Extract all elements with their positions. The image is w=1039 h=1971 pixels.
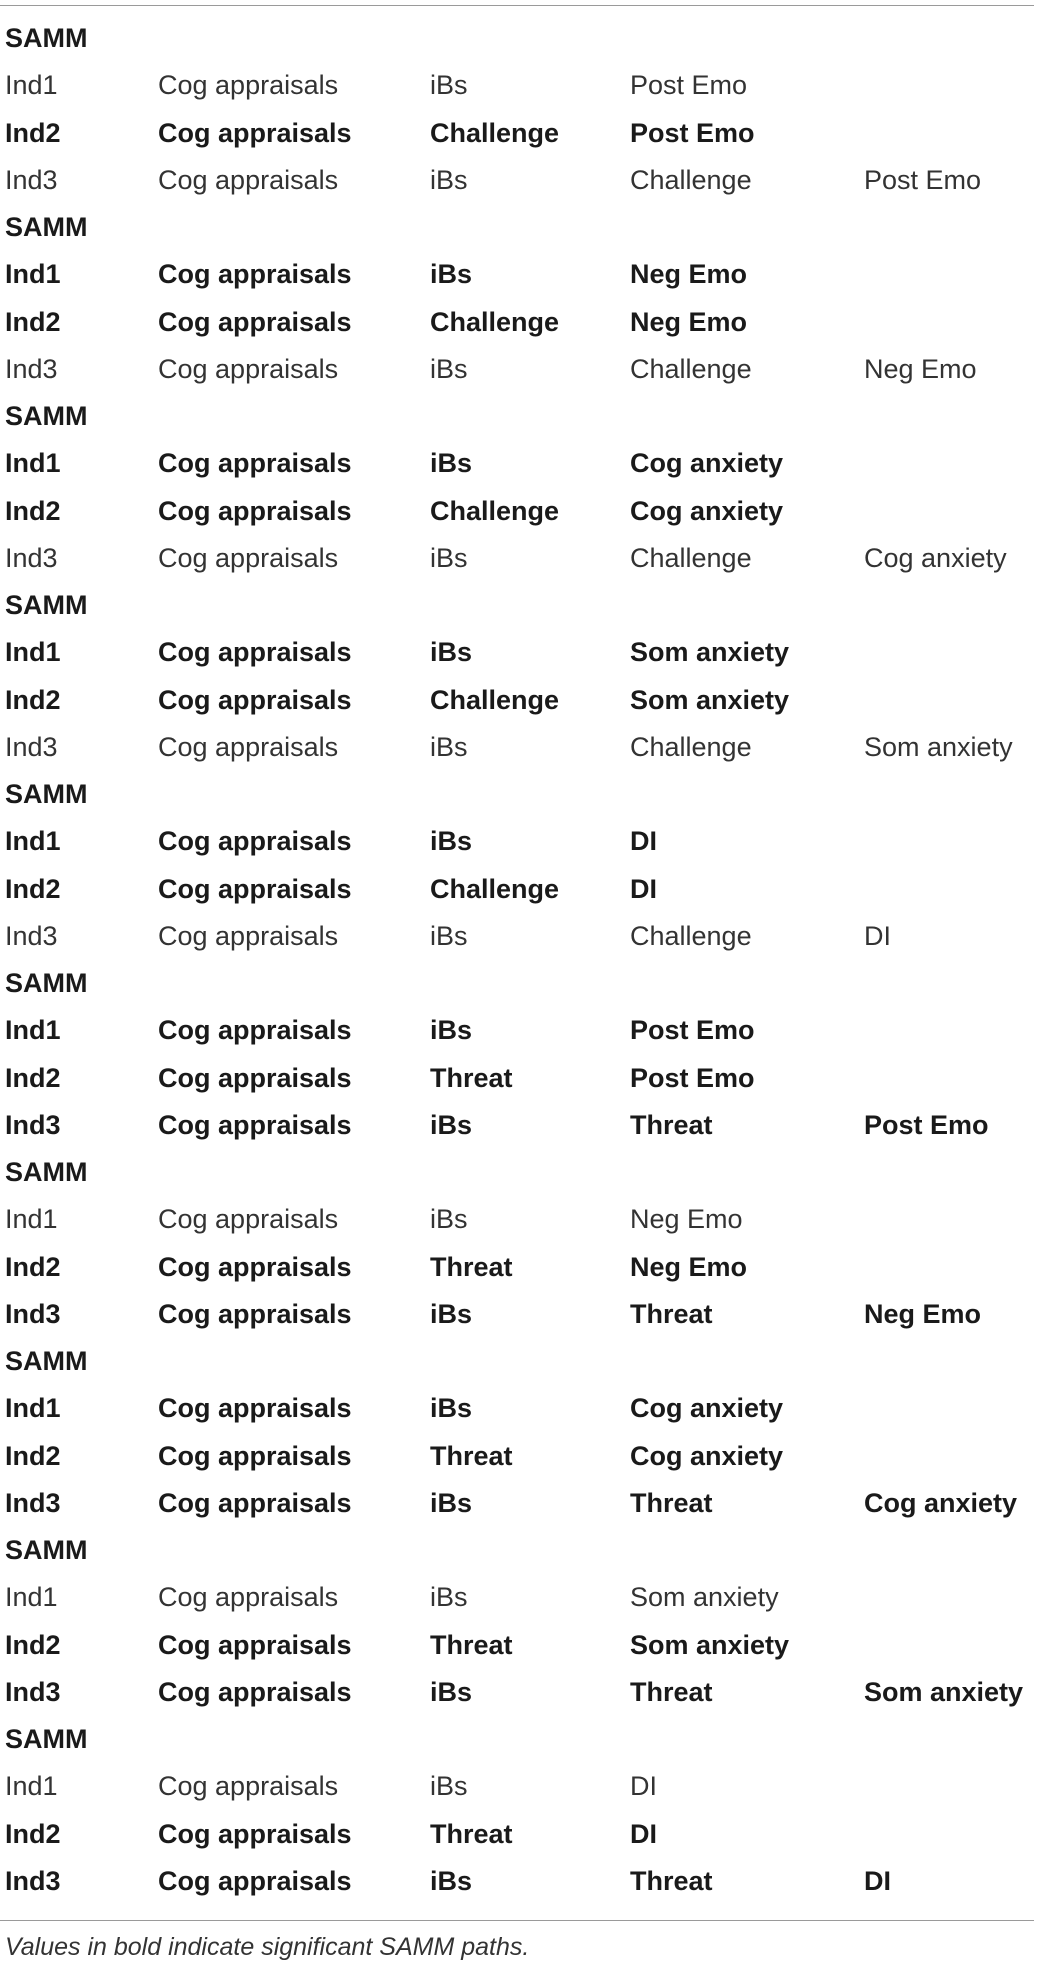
table-cell: Cog appraisals: [158, 1015, 352, 1046]
table-cell: Ind3: [5, 542, 58, 573]
table-row: [0, 535, 1039, 582]
table-cell: Cog appraisals: [158, 1582, 339, 1613]
table-cell: Threat: [430, 1251, 513, 1282]
table-cell: Threat: [630, 1865, 713, 1896]
table-cell: SAMM: [5, 23, 88, 53]
table-cell: Ind1: [5, 1582, 58, 1613]
table-cell: Cog anxiety: [864, 1487, 1018, 1518]
table-row: [0, 1433, 1039, 1480]
table-cell: Som anxiety: [630, 684, 790, 715]
table-row: [0, 1811, 1039, 1858]
table-group-header-row: [0, 1527, 1039, 1574]
table-cell: Threat: [630, 1109, 713, 1140]
table-row: [0, 1669, 1039, 1716]
table-cell: SAMM: [5, 779, 88, 809]
table-row: [0, 724, 1039, 771]
table-row: [0, 1102, 1039, 1149]
table-cell: Ind1: [5, 637, 61, 668]
table-cell: Ind3: [5, 1109, 61, 1140]
table-cell: Ind2: [5, 684, 61, 715]
table-cell: Cog appraisals: [158, 1298, 352, 1329]
table-cell: Som anxiety: [864, 1676, 1024, 1707]
table-cell: iBs: [430, 1865, 473, 1896]
table-cell: Ind2: [5, 1440, 61, 1471]
table-row: [0, 1244, 1039, 1291]
table-row: [0, 110, 1039, 157]
table-group-header-row: [0, 204, 1039, 251]
table-row: [0, 1622, 1039, 1669]
table-cell: Ind1: [5, 1015, 61, 1046]
table-cell: Cog appraisals: [158, 1676, 352, 1707]
table-cell: Threat: [430, 1440, 513, 1471]
table-group-header-row: [0, 15, 1039, 62]
table-row: [0, 913, 1039, 960]
samm-paths-table: [0, 15, 1039, 1905]
table-cell: Ind3: [5, 1487, 61, 1518]
table-row: [0, 1055, 1039, 1102]
table-cell: iBs: [430, 259, 473, 290]
table-row: [0, 818, 1039, 865]
table-cell: DI: [864, 1865, 891, 1896]
table-footnote: Values in bold indicate significant SAMM paths.: [5, 1933, 530, 1961]
table-cell: SAMM: [5, 1535, 88, 1565]
table-cell: Cog appraisals: [158, 684, 352, 715]
table-cell: iBs: [430, 1204, 468, 1235]
table-row: [0, 1007, 1039, 1054]
table-cell: iBs: [430, 448, 473, 479]
table-cell: Ind3: [5, 1676, 61, 1707]
table-cell: Som anxiety: [630, 637, 790, 668]
table-cell: Challenge: [430, 117, 560, 148]
table-cell: Threat: [630, 1298, 713, 1329]
table-cell: iBs: [430, 70, 468, 101]
table-row: [0, 1858, 1039, 1905]
table-cell: Challenge: [630, 353, 752, 384]
table-row: [0, 1385, 1039, 1432]
table-cell: Post Emo: [864, 1109, 989, 1140]
table-row: [0, 299, 1039, 346]
table-cell: Cog appraisals: [158, 637, 352, 668]
table-group-header-row: [0, 960, 1039, 1007]
table-cell: Cog appraisals: [158, 495, 352, 526]
table-cell: Cog anxiety: [630, 448, 784, 479]
table-cell: Som anxiety: [864, 731, 1013, 762]
table-cell: Cog appraisals: [158, 1865, 352, 1896]
table-cell: DI: [630, 1818, 657, 1849]
table-group-header-row: [0, 771, 1039, 818]
table-cell: Cog appraisals: [158, 353, 339, 384]
table-cell: Challenge: [430, 306, 560, 337]
table-cell: Post Emo: [630, 1062, 755, 1093]
table-cell: Ind3: [5, 920, 58, 951]
table-cell: iBs: [430, 542, 468, 573]
table-cell: Som anxiety: [630, 1629, 790, 1660]
table-cell: Neg Emo: [630, 1251, 748, 1282]
table-cell: Cog appraisals: [158, 1393, 352, 1424]
table-cell: Threat: [630, 1487, 713, 1518]
table-row: [0, 677, 1039, 724]
table-cell: SAMM: [5, 1157, 88, 1187]
table-row: [0, 629, 1039, 676]
table-row: [0, 346, 1039, 393]
table-cell: Ind2: [5, 1629, 61, 1660]
table-cell: Threat: [630, 1676, 713, 1707]
table-cell: Cog appraisals: [158, 1204, 339, 1235]
table-cell: DI: [630, 873, 657, 904]
table-cell: Neg Emo: [630, 306, 748, 337]
table-group-header-row: [0, 1338, 1039, 1385]
table-cell: Cog appraisals: [158, 117, 352, 148]
table-cell: DI: [630, 1771, 657, 1802]
table-cell: Cog appraisals: [158, 306, 352, 337]
table-group-header-row: [0, 1149, 1039, 1196]
table-cell: Post Emo: [630, 70, 748, 101]
table-row: [0, 1480, 1039, 1527]
table-cell: Post Emo: [630, 117, 755, 148]
table-cell: Ind1: [5, 448, 61, 479]
table-cell: Ind2: [5, 1062, 61, 1093]
table-cell: Challenge: [430, 873, 560, 904]
table-cell: Ind1: [5, 70, 58, 101]
table-cell: iBs: [430, 1109, 473, 1140]
table-cell: Challenge: [630, 731, 752, 762]
table-cell: Neg Emo: [864, 353, 977, 384]
table-cell: iBs: [430, 1771, 468, 1802]
table-cell: Cog appraisals: [158, 1251, 352, 1282]
table-cell: iBs: [430, 353, 468, 384]
table-row: [0, 1196, 1039, 1243]
table-cell: DI: [864, 920, 891, 951]
table-cell: Challenge: [630, 542, 752, 573]
table-row: [0, 62, 1039, 109]
table-cell: Cog appraisals: [158, 1109, 352, 1140]
table-cell: Cog appraisals: [158, 920, 339, 951]
table-cell: Post Emo: [630, 1015, 755, 1046]
table-group-header-row: [0, 1716, 1039, 1763]
table-cell: iBs: [430, 164, 468, 195]
table-cell: Ind3: [5, 164, 58, 195]
table-cell: Neg Emo: [630, 259, 748, 290]
table-cell: Cog appraisals: [158, 1487, 352, 1518]
table-top-rule: [0, 5, 1034, 6]
table-cell: DI: [630, 826, 657, 857]
table-cell: iBs: [430, 920, 468, 951]
table-cell: SAMM: [5, 212, 88, 242]
table-cell: Cog appraisals: [158, 448, 352, 479]
table-cell: Ind2: [5, 873, 61, 904]
table-cell: Challenge: [630, 164, 752, 195]
table-cell: Ind1: [5, 826, 61, 857]
table-cell: iBs: [430, 1393, 473, 1424]
table-cell: SAMM: [5, 968, 88, 998]
table-cell: Cog anxiety: [630, 1440, 784, 1471]
table-cell: Ind3: [5, 731, 58, 762]
table-cell: Ind1: [5, 259, 61, 290]
table-row: [0, 251, 1039, 298]
table-cell: Cog appraisals: [158, 70, 339, 101]
table-row: [0, 157, 1039, 204]
table-cell: Ind3: [5, 1298, 61, 1329]
table-cell: SAMM: [5, 1724, 88, 1754]
table-cell: Cog appraisals: [158, 1771, 339, 1802]
table-cell: Cog appraisals: [158, 826, 352, 857]
table-cell: Neg Emo: [630, 1204, 743, 1235]
table-cell: Cog appraisals: [158, 1062, 352, 1093]
table-cell: Cog appraisals: [158, 1818, 352, 1849]
table-cell: Ind1: [5, 1204, 58, 1235]
table-cell: Cog appraisals: [158, 542, 339, 573]
table-cell: iBs: [430, 637, 473, 668]
table-cell: iBs: [430, 826, 473, 857]
table-cell: SAMM: [5, 590, 88, 620]
table-cell: iBs: [430, 731, 468, 762]
table-cell: Cog anxiety: [864, 542, 1007, 573]
table-row: [0, 1574, 1039, 1621]
table-cell: iBs: [430, 1676, 473, 1707]
table-cell: Threat: [430, 1629, 513, 1660]
table-cell: Ind3: [5, 1865, 61, 1896]
table-cell: Ind1: [5, 1393, 61, 1424]
table-cell: Cog appraisals: [158, 1629, 352, 1660]
table-cell: Cog appraisals: [158, 1440, 352, 1471]
table-group-header-row: [0, 582, 1039, 629]
table-cell: Challenge: [430, 495, 560, 526]
table-cell: Challenge: [630, 920, 752, 951]
table-cell: iBs: [430, 1487, 473, 1518]
table-row: [0, 488, 1039, 535]
table-cell: iBs: [430, 1015, 473, 1046]
table-cell: Cog anxiety: [630, 495, 784, 526]
table-cell: Challenge: [430, 684, 560, 715]
table-cell: iBs: [430, 1298, 473, 1329]
table-cell: Ind2: [5, 1251, 61, 1282]
table-cell: Neg Emo: [864, 1298, 982, 1329]
table-cell: SAMM: [5, 401, 88, 431]
table-cell: Ind2: [5, 117, 61, 148]
table-row: [0, 440, 1039, 487]
table-cell: Cog appraisals: [158, 164, 339, 195]
table-cell: Post Emo: [864, 164, 982, 195]
table-row: [0, 1291, 1039, 1338]
table-cell: Cog appraisals: [158, 731, 339, 762]
table-cell: Threat: [430, 1818, 513, 1849]
table-cell: iBs: [430, 1582, 468, 1613]
table-bottom-rule: [0, 1920, 1034, 1921]
table-cell: Cog appraisals: [158, 259, 352, 290]
table-cell: SAMM: [5, 1346, 88, 1376]
table-cell: Ind1: [5, 1771, 58, 1802]
table-cell: Ind2: [5, 495, 61, 526]
table-cell: Ind3: [5, 353, 58, 384]
table-row: [0, 866, 1039, 913]
table-cell: Cog anxiety: [630, 1393, 784, 1424]
table-group-header-row: [0, 393, 1039, 440]
table-cell: Ind2: [5, 1818, 61, 1849]
table-cell: Threat: [430, 1062, 513, 1093]
table-row: [0, 1763, 1039, 1810]
table-cell: Ind2: [5, 306, 61, 337]
table-cell: Cog appraisals: [158, 873, 352, 904]
table-cell: Som anxiety: [630, 1582, 779, 1613]
